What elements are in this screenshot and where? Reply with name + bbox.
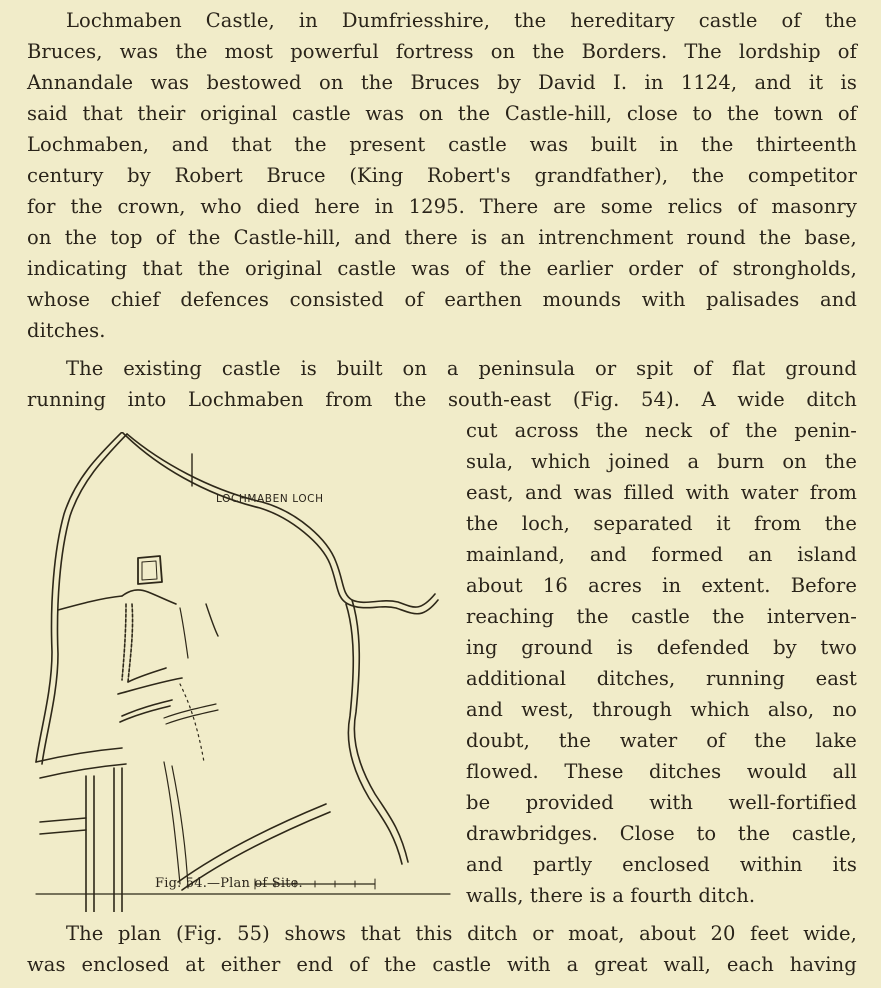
text-line: whose chief defences consisted of earthen mounds with palisades and xyxy=(27,288,857,311)
text-line: east, and was filled with water from xyxy=(466,481,857,504)
text-line: Lochmaben Castle, in Dumfriesshire, the hereditary castle of the xyxy=(66,9,857,32)
site-plan-map xyxy=(30,432,455,912)
text-line: ditches. xyxy=(27,319,106,342)
text-line: cut across the neck of the penin- xyxy=(466,419,857,442)
text-line: said that their original castle was on the Castle-hill, close to the town of xyxy=(27,102,857,125)
text-line: walls, there is a fourth ditch. xyxy=(466,884,756,907)
text-line: about 16 acres in extent. Before xyxy=(466,574,857,597)
text-line: reaching the castle the interven- xyxy=(466,605,857,628)
text-line: doubt, the water of the lake xyxy=(466,729,857,752)
text-line: the loch, separated it from the xyxy=(466,512,857,535)
text-line: running into Lochmaben from the south-east (Fig. 54). A wide ditch xyxy=(27,388,857,411)
site-plan-figure xyxy=(30,432,455,912)
text-line: indicating that the original castle was of the earlier order of strongholds, xyxy=(27,257,857,280)
map-label-loch: LOCHMABEN LOCH xyxy=(216,493,324,505)
text-line: Bruces, was the most powerful fortress on the Borders. The lordship of xyxy=(27,40,857,63)
text-line: flowed. These ditches would all xyxy=(466,760,857,783)
text-line: century by Robert Bruce (King Robert's grandfather), the competitor xyxy=(27,164,857,187)
text-line: The plan (Fig. 55) shows that this ditch or moat, about 20 feet wide, xyxy=(66,922,857,945)
text-line: The existing castle is built on a peninsula or spit of flat ground xyxy=(66,357,857,380)
text-line: drawbridges. Close to the castle, xyxy=(466,822,857,845)
text-line: Lochmaben, and that the present castle was built in the thirteenth xyxy=(27,133,857,156)
text-line: was enclosed at either end of the castle with a great wall, each having xyxy=(27,953,857,976)
text-line: be provided with well-fortified xyxy=(466,791,857,814)
text-line: ing ground is defended by two xyxy=(466,636,857,659)
figure-caption: Fig. 54.—Plan of Site. xyxy=(155,876,303,891)
text-line: additional ditches, running east xyxy=(466,667,857,690)
text-line: for the crown, who died here in 1295. There are some relics of masonry xyxy=(27,195,857,218)
text-line: Annandale was bestowed on the Bruces by David I. in 1124, and it is xyxy=(27,71,857,94)
text-line: sula, which joined a burn on the xyxy=(466,450,857,473)
text-line: and partly enclosed within its xyxy=(466,853,857,876)
text-line: mainland, and formed an island xyxy=(466,543,857,566)
text-line: and west, through which also, no xyxy=(466,698,857,721)
text-line: on the top of the Castle-hill, and there is an intrenchment round the base, xyxy=(27,226,857,249)
